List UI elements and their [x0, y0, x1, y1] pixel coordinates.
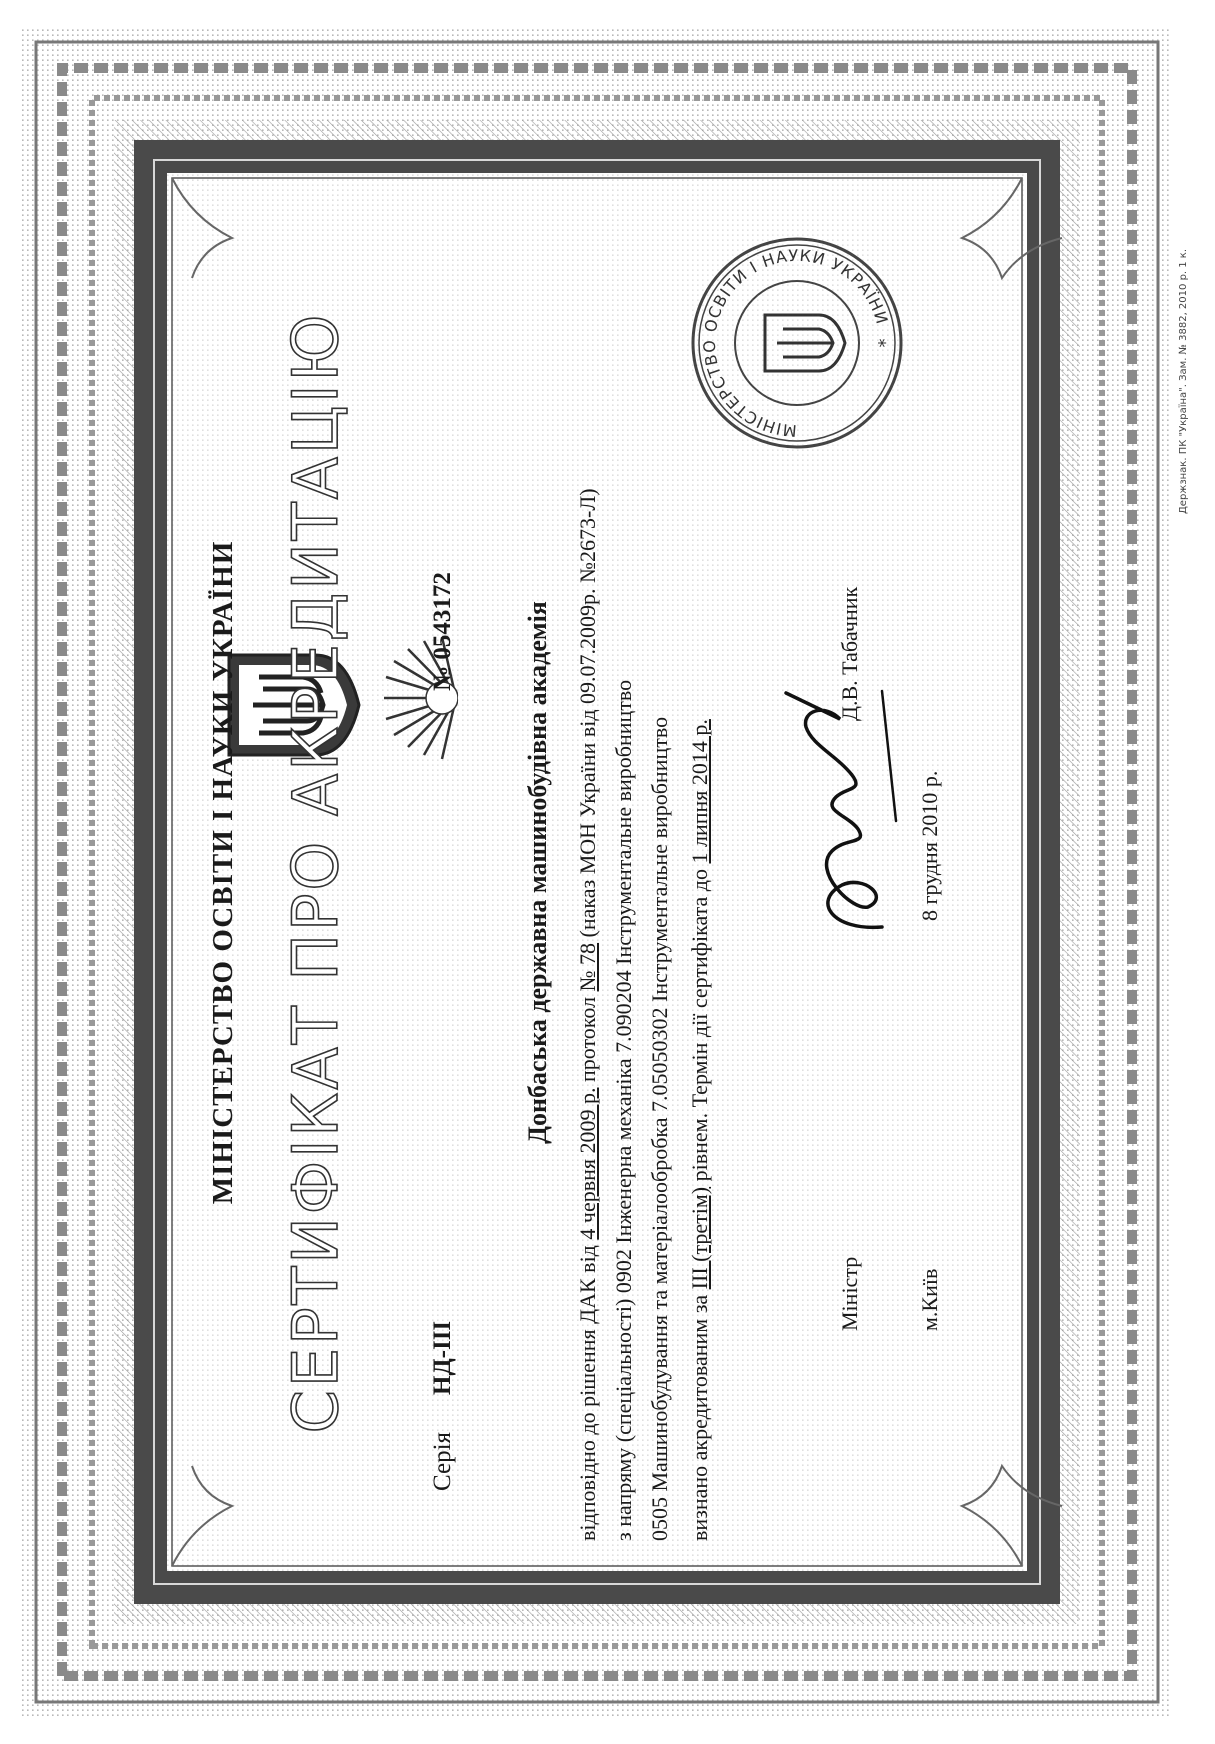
series-value: НД-ІІІ — [429, 1320, 456, 1395]
level-prefix: визнано акредитованим за — [687, 1294, 712, 1541]
decision-prefix: відповідно до рішення ДАК від — [575, 1245, 600, 1541]
direction-line-2 — [647, 717, 673, 1541]
decision-date: 4 червня 2009 р. — [575, 1087, 600, 1240]
issue-date: 8 грудня 2010 р. — [917, 770, 942, 921]
city: м.Київ — [917, 1268, 942, 1331]
decision-line — [575, 488, 601, 1541]
protocol-label: протокол — [575, 996, 600, 1083]
ministry-heading: МІНІСТЕРСТВО ОСВІТИ І НАУКИ УКРАЇНИ — [207, 540, 239, 1205]
level-value: III (третім) — [687, 1186, 712, 1290]
institution-name: Донбаська державна машинобудівна академія — [523, 601, 552, 1144]
ministry-seal — [687, 233, 907, 453]
direction-specialty-2: 0505 Машинобудування та матеріалообробка 7.05050302 Інструментальне виробництво — [647, 716, 672, 1541]
direction-specialty-1: 0902 Інженерна механіка 7.090204 Інструментальне виробництво — [611, 679, 636, 1294]
printer-imprint: Держзнак. ПК "Україна". Зам. № 3882, 2010 р. 1 к. — [1178, 248, 1189, 514]
direction-line-1 — [611, 680, 637, 1541]
level-line — [687, 719, 713, 1541]
minister-name: Д.В. Табачник — [837, 586, 862, 721]
validity-label: Термін дії сертифіката до — [687, 869, 712, 1108]
series-label: Серія — [429, 1431, 456, 1491]
order-reference: (наказ МОН України від 09.07.2009р. №2673-Л) — [575, 488, 600, 938]
certificate-body — [197, 204, 977, 1541]
seal-text: МІНІСТЕРСТВО ОСВІТИ І НАУКИ УКРАЇНИ — [699, 245, 892, 441]
level-suffix: рівнем. — [687, 1112, 712, 1182]
certificate-sheet — [22, 28, 1172, 1716]
seal-star: * — [875, 338, 896, 348]
direction-prefix: з напряму (спеціальності) — [611, 1298, 636, 1541]
validity-date: 1 липня 2014 р. — [687, 719, 712, 864]
certificate-title: СЕРТИФІКАТ ПРО АКРЕДИТАЦІЮ — [279, 311, 352, 1434]
protocol-number: № 78 — [575, 942, 600, 992]
certificate-number: № 0543172 — [429, 572, 456, 691]
minister-signature — [772, 681, 912, 941]
minister-label: Міністр — [837, 1256, 862, 1331]
